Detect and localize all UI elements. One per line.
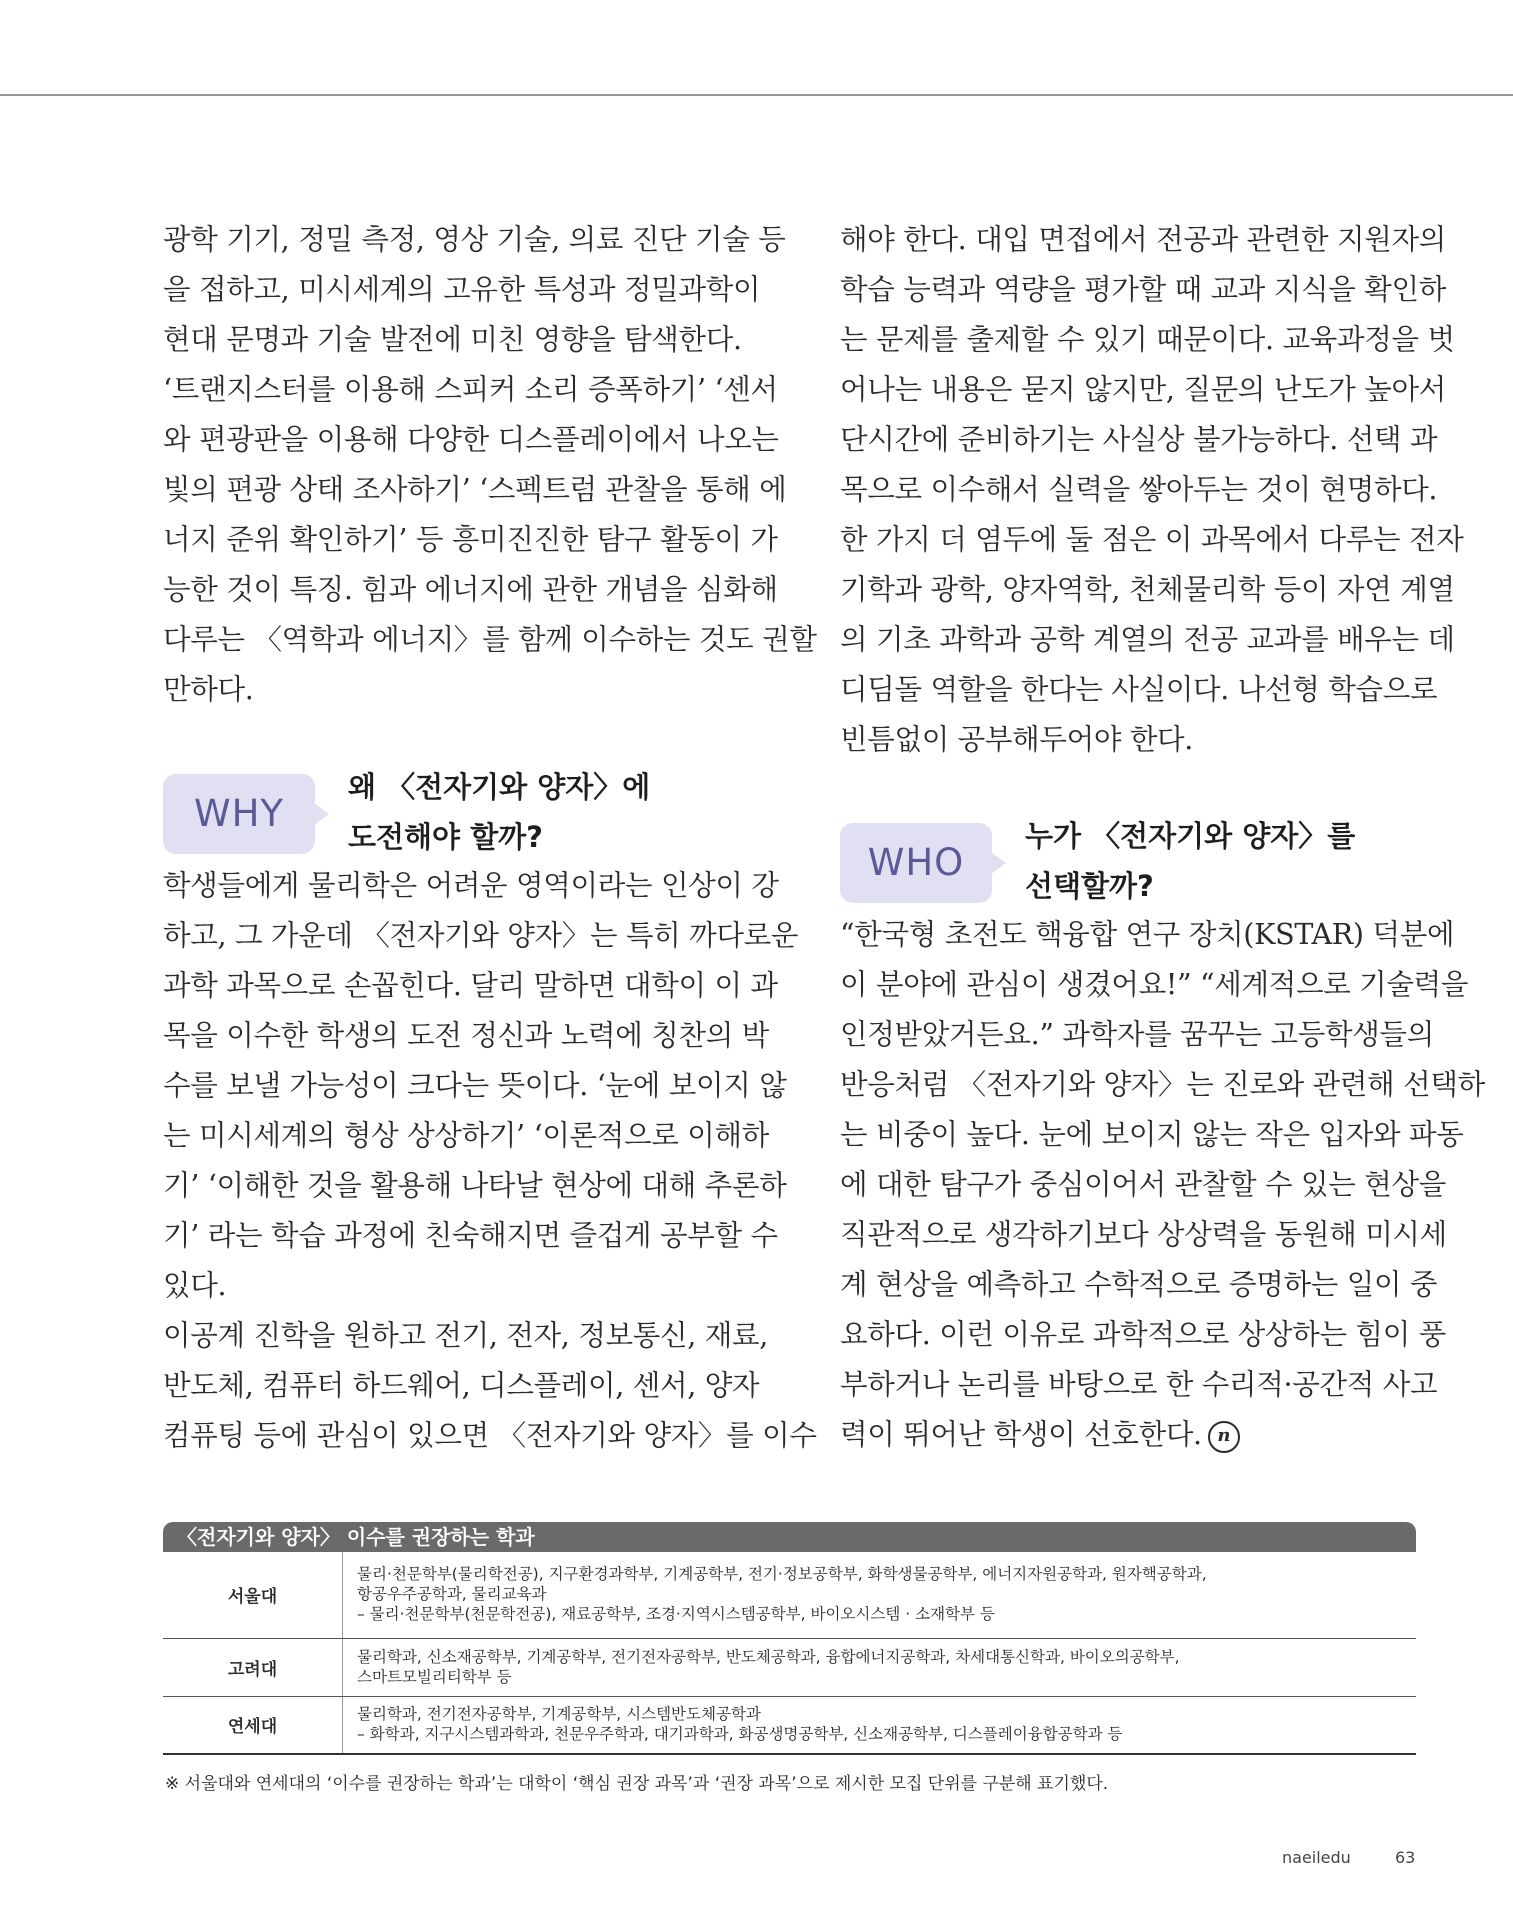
text-line: 너지 준위 확인하기’ 등 흥미진진한 탐구 활동이 가 <box>163 523 778 556</box>
text-line: 광학 기기, 정밀 측정, 영상 기술, 의료 진단 기술 등 <box>163 223 786 256</box>
text-line: 디딤돌 역할을 한다는 사실이다. 나선형 학습으로 <box>840 673 1438 706</box>
departments-cell <box>343 1696 1417 1754</box>
department-line: 물리학과, 신소재공학부, 기계공학부, 전기전자공학부, 반도체공학과, 융합에너지공학과, 차세대통신학과, 바이오의공학부, <box>357 1647 1180 1666</box>
top-divider <box>0 94 1513 96</box>
why-title-line: 도전해야 할까? <box>348 820 544 854</box>
who-section-header <box>840 811 1415 901</box>
text-line: 을 접하고, 미시세계의 고유한 특성과 정밀과학이 <box>163 273 761 306</box>
text-line: 이 분야에 관심이 생겼어요!” “세계적으로 기술력을 <box>840 968 1469 1001</box>
text-line: 와 편광판을 이용해 다양한 디스플레이에서 나오는 <box>163 423 779 456</box>
who-title-line: 누가 〈전자기와 양자〉를 <box>1025 819 1356 853</box>
who-badge: WHO <box>840 823 992 903</box>
who-title-line: 선택할까? <box>1025 869 1154 903</box>
text-line: 요하다. 이런 이유로 과학적으로 상상하는 힘이 풍 <box>840 1318 1446 1351</box>
text-line: 학습 능력과 역량을 평가할 때 교과 지식을 확인하 <box>840 273 1446 306</box>
text-line <box>840 1410 1415 1460</box>
text-line: 만하다. <box>163 673 254 706</box>
text-line: 의 기초 과학과 공학 계열의 전공 교과를 배우는 데 <box>840 623 1455 656</box>
text-line: 부하거나 논리를 바탕으로 한 수리적·공간적 사고 <box>840 1368 1438 1401</box>
footer-brand: naeiledu <box>1282 1848 1351 1867</box>
text-line: 는 미시세계의 형상 상상하기’ ‘이론적으로 이해하 <box>163 1119 769 1152</box>
text-line: 반도체, 컴퓨터 하드웨어, 디스플레이, 센서, 양자 <box>163 1369 760 1402</box>
table-footnote: ※ 서울대와 연세대의 ‘이수를 권장하는 학과’는 대학이 ‘핵심 권장 과목’과 ‘권장 과목’으로 제시한 모집 단위를 구분해 표기했다. <box>165 1774 1109 1794</box>
text-line: 있다. <box>163 1269 227 1302</box>
text-line: 한 가지 더 염두에 둘 점은 이 과목에서 다루는 전자 <box>840 523 1464 556</box>
departments-table <box>163 1552 1416 1755</box>
text-line: “한국형 초전도 핵융합 연구 장치(KSTAR) 덕분에 <box>840 918 1455 951</box>
text-line: 과학 과목으로 손꼽힌다. 달리 말하면 대학이 이 과 <box>163 969 778 1002</box>
text-line: 목으로 이수해서 실력을 쌓아두는 것이 현명하다. <box>840 473 1438 506</box>
table-title: 〈전자기와 양자〉 이수를 권장하는 학과 <box>163 1522 1416 1552</box>
text-line: 기’ ‘이해한 것을 활용해 나타날 현상에 대해 추론하 <box>163 1169 787 1202</box>
text-line: 는 문제를 출제할 수 있기 때문이다. 교육과정을 벗 <box>840 323 1455 356</box>
text-line: 인정받았거든요.” 과학자를 꿈꾸는 고등학생들의 <box>840 1018 1434 1051</box>
why-badge: WHY <box>163 774 315 854</box>
text-line: 빛의 편광 상태 조사하기’ ‘스펙트럼 관찰을 통해 에 <box>163 473 787 506</box>
department-line: 물리·천문학부(물리학전공), 지구환경과학부, 기계공학부, 전기·정보공학부, 화학생물공학부, 에너지자원공학과, 원자핵공학과, <box>357 1565 1207 1584</box>
text-line: 현대 문명과 기술 발전에 미친 영향을 탐색한다. <box>163 323 742 356</box>
why-section-header <box>163 762 738 852</box>
text-line: 빈틈없이 공부해두어야 한다. <box>840 723 1194 756</box>
text-line: 기학과 광학, 양자역학, 천체물리학 등이 자연 계열 <box>840 573 1455 606</box>
right-paragraph-1 <box>840 215 1464 765</box>
department-line: 물리학과, 전기전자공학부, 기계공학부, 시스템반도체공학과 <box>357 1705 761 1724</box>
why-title <box>348 762 650 862</box>
departments-cell <box>343 1552 1417 1638</box>
who-title <box>1025 811 1355 911</box>
department-line: – 화학과, 지구시스템과학과, 천문우주학과, 대기과학과, 화공생명공학부, 신소재공학부, 디스플레이융합공학과 등 <box>357 1725 1123 1744</box>
left-paragraph-3 <box>163 861 817 1461</box>
text-line: 다루는 〈역학과 에너지〉를 함께 이수하는 것도 권할 <box>163 623 817 656</box>
text-line: 단시간에 준비하기는 사실상 불가능하다. 선택 과 <box>840 423 1438 456</box>
text-line: 반응처럼 〈전자기와 양자〉는 진로와 관련해 선택하 <box>840 1068 1485 1101</box>
department-line: – 물리·천문학부(천문학전공), 재료공학부, 조경·지역시스템공학부, 바이오시스템 · 소재학부 등 <box>357 1605 995 1624</box>
text-line: 능한 것이 특징. 힘과 에너지에 관한 개념을 심화해 <box>163 573 778 606</box>
text-line: 직관적으로 생각하기보다 상상력을 동원해 미시세 <box>840 1218 1447 1251</box>
text-line: 하고, 그 가운데 〈전자기와 양자〉는 특히 까다로운 <box>163 919 799 952</box>
department-line: 항공우주공학과, 물리교육과 <box>357 1585 547 1604</box>
text-line-last: 력이 뛰어난 학생이 선호한다. <box>840 1418 1202 1451</box>
text-line: 계 현상을 예측하고 수학적으로 증명하는 일이 중 <box>840 1268 1438 1301</box>
text-line: 는 비중이 높다. 눈에 보이지 않는 작은 입자와 파동 <box>840 1118 1464 1151</box>
text-line: 어나는 내용은 묻지 않지만, 질문의 난도가 높아서 <box>840 373 1446 406</box>
end-mark-icon: n <box>1208 1421 1240 1453</box>
text-line: 목을 이수한 학생의 도전 정신과 노력에 칭찬의 박 <box>163 1019 769 1052</box>
text-line: 해야 한다. 대입 면접에서 전공과 관련한 지원자의 <box>840 223 1446 256</box>
recommended-departments-table <box>163 1522 1416 1794</box>
text-line: 컴퓨팅 등에 관심이 있으면 〈전자기와 양자〉를 이수 <box>163 1419 817 1452</box>
text-line: 이공계 진학을 원하고 전기, 전자, 정보통신, 재료, <box>163 1319 768 1352</box>
text-line: 에 대한 탐구가 중심이어서 관찰할 수 있는 현상을 <box>840 1168 1446 1201</box>
university-cell: 연세대 <box>163 1696 343 1754</box>
university-cell: 고려대 <box>163 1638 343 1696</box>
table-row <box>163 1552 1416 1638</box>
table-row <box>163 1638 1416 1696</box>
left-paragraph-1 <box>163 215 817 715</box>
why-title-line: 왜 〈전자기와 양자〉에 <box>348 770 651 804</box>
right-paragraph-3 <box>840 910 1485 1460</box>
text-line: 수를 보낼 가능성이 크다는 뜻이다. ‘눈에 보이지 않 <box>163 1069 787 1102</box>
text-line: 기’ 라는 학습 과정에 친숙해지면 즐겁게 공부할 수 <box>163 1219 778 1252</box>
departments-cell <box>343 1638 1417 1696</box>
department-line: 스마트모빌리티학부 등 <box>357 1667 512 1686</box>
table-row <box>163 1696 1416 1754</box>
text-line: 학생들에게 물리학은 어려운 영역이라는 인상이 강 <box>163 869 779 902</box>
university-cell: 서울대 <box>163 1552 343 1638</box>
text-line: ‘트랜지스터를 이용해 스피커 소리 증폭하기’ ‘센서 <box>163 373 778 406</box>
page-number: 63 <box>1395 1848 1416 1867</box>
